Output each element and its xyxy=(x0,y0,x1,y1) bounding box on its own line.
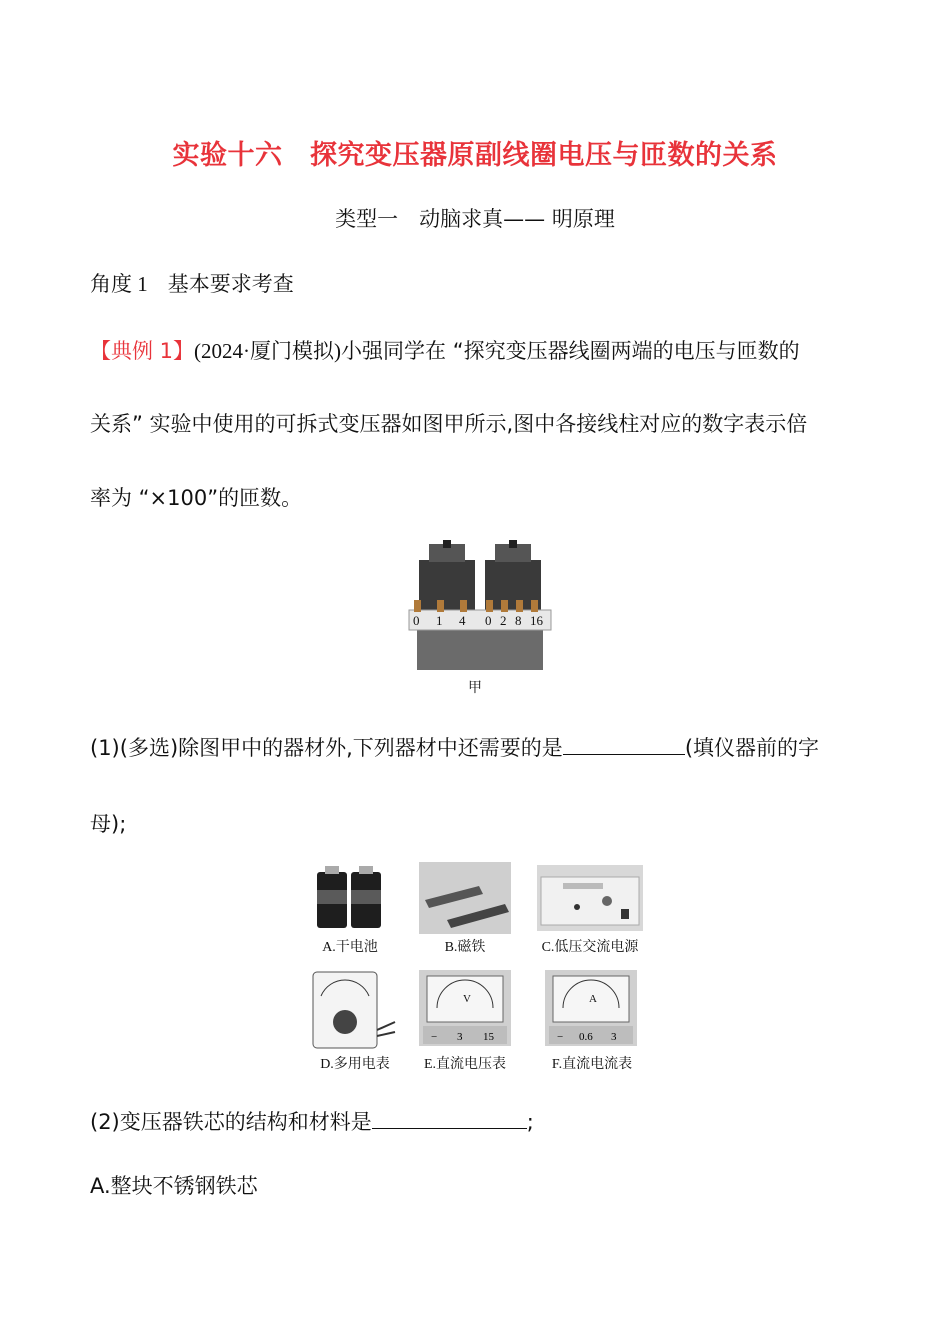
voltmeter-scale-15: 15 xyxy=(483,1031,494,1043)
multimeter-icon xyxy=(311,970,397,1050)
terminal-right-label-2: 8 xyxy=(515,613,522,628)
example-line-3: 率为 “×100”的匝数。 xyxy=(90,486,303,510)
answer-blank-1[interactable] xyxy=(563,736,685,755)
question-1-line-1 xyxy=(90,732,819,762)
terminal-left-post-0 xyxy=(414,600,421,612)
example-line-2: 关系” 实验中使用的可拆式变压器如图甲所示,图中各接线柱对应的数字表示倍 xyxy=(90,412,808,436)
option-a-caption: A.干电池 xyxy=(322,940,378,955)
terminal-left-label-1: 1 xyxy=(436,613,443,628)
page-title: 实验十六 探究变压器原副线圈电压与匝数的关系 xyxy=(172,140,778,171)
power-supply-icon xyxy=(537,865,643,931)
angle-number: 角度 1 xyxy=(90,272,148,296)
terminal-left-post-1 xyxy=(437,600,444,612)
example-text-1: 小强同学在 “探究变压器线圈两端的电压与匝数的 xyxy=(341,339,800,363)
option-b-caption: B.磁铁 xyxy=(444,940,486,955)
terminal-right-post-3 xyxy=(531,600,538,612)
transformer-base xyxy=(417,625,543,670)
voltmeter-scale-neg: − xyxy=(431,1031,438,1043)
ammeter-icon xyxy=(545,970,637,1046)
terminal-right-label-1: 2 xyxy=(500,613,507,628)
example-line-1 xyxy=(90,335,800,365)
question-1-text-cont: (填仪器前的字 xyxy=(684,736,820,760)
terminal-right-label-3: 16 xyxy=(530,613,543,628)
voltmeter-symbol: V xyxy=(463,993,471,1005)
screw-right-icon xyxy=(509,540,517,548)
magnet-icon xyxy=(419,862,511,934)
angle-text: 基本要求考查 xyxy=(167,272,294,296)
option-e-caption: E.直流电压表 xyxy=(423,1057,507,1072)
figure-caption-jia: 甲 xyxy=(468,681,482,696)
example-source: (2024·厦门模拟) xyxy=(194,339,342,363)
terminal-right-post-0 xyxy=(486,600,493,612)
question-2 xyxy=(90,1106,534,1136)
ammeter-scale-3: 3 xyxy=(611,1031,617,1043)
battery-icon xyxy=(313,864,385,930)
terminal-right-post-2 xyxy=(516,600,523,612)
option-c-caption: C.低压交流电源 xyxy=(541,940,639,955)
option-d-caption: D.多用电表 xyxy=(320,1057,390,1072)
question-2-text: (2)变压器铁芯的结构和材料是 xyxy=(90,1110,372,1134)
question-1-text: (1)(多选)除图甲中的器材外,下列器材中还需要的是 xyxy=(90,736,563,760)
ammeter-symbol: A xyxy=(589,993,597,1005)
question-2-end: ; xyxy=(526,1110,534,1134)
voltmeter-scale-3: 3 xyxy=(457,1031,463,1043)
question-1-line-2: 母); xyxy=(90,812,127,836)
option-a-text: A.整块不锈钢铁芯 xyxy=(90,1174,258,1198)
example-label: 【典例 1】 xyxy=(90,339,195,363)
terminal-left-label-2: 4 xyxy=(459,613,466,628)
voltmeter-icon xyxy=(419,970,511,1046)
answer-blank-2[interactable] xyxy=(372,1110,527,1129)
ammeter-scale-neg: − xyxy=(557,1031,564,1043)
terminal-left-post-2 xyxy=(460,600,467,612)
terminal-left-label-0: 0 xyxy=(413,613,420,628)
option-f-caption: F.直流电流表 xyxy=(551,1057,633,1072)
screw-left-icon xyxy=(443,540,451,548)
transformer-figure xyxy=(405,540,555,670)
options-figure xyxy=(305,862,650,1077)
section-subtitle: 类型一 动脑求真—— 明原理 xyxy=(335,207,615,231)
ammeter-scale-0-6: 0.6 xyxy=(579,1031,593,1043)
terminal-right-label-0: 0 xyxy=(485,613,492,628)
terminal-right-post-1 xyxy=(501,600,508,612)
angle-heading xyxy=(90,268,294,298)
